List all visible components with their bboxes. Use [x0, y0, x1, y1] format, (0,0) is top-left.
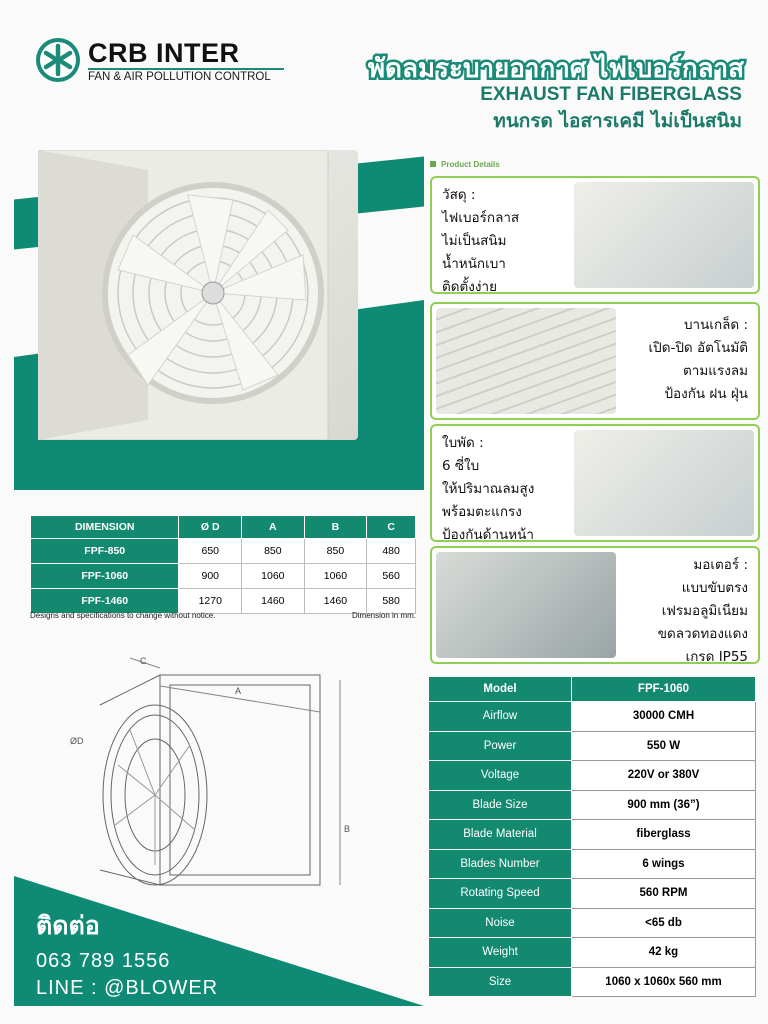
material-text	[442, 184, 519, 294]
dim-cell: 1460	[242, 589, 305, 614]
card-line: ไฟเบอร์กลาส	[442, 210, 520, 226]
card-line: น้ำหนักเบา	[442, 256, 506, 272]
blade-card	[430, 424, 760, 542]
spec-key: Voltage	[429, 761, 572, 791]
card-line: 6 ซี่ใบ	[442, 458, 480, 474]
blade-text	[442, 432, 534, 542]
contact-phone[interactable]: 063 789 1556	[36, 950, 171, 972]
card-line: ให้ปริมาณลมสูง	[442, 481, 535, 497]
table-row	[429, 879, 756, 909]
unit-note: Dimension in mm.	[351, 611, 416, 620]
page-subtitle: ทนกรด ไอสารเคมี ไม่เป็นสนิม	[493, 110, 742, 132]
card-title: มอเตอร์ :	[693, 557, 748, 573]
dim-header: A	[242, 516, 305, 539]
spec-value: fiberglass	[572, 820, 756, 850]
spec-key: Size	[429, 967, 572, 997]
fan-logo-icon	[36, 38, 80, 82]
dimension-note	[30, 611, 416, 620]
table-row	[429, 790, 756, 820]
card-title: ใบพัด :	[442, 435, 484, 451]
spec-value: <65 db	[572, 908, 756, 938]
dimension-table	[30, 515, 416, 614]
dim-model: FPF-850	[31, 539, 179, 564]
dim-cell: 560	[367, 564, 416, 589]
spec-header: FPF-1060	[572, 677, 756, 702]
dim-model: FPF-1460	[31, 589, 179, 614]
dim-cell: 1460	[304, 589, 367, 614]
dim-header: DIMENSION	[31, 516, 179, 539]
card-line: ขดลวดทองแดง	[657, 626, 748, 642]
spec-key: Rotating Speed	[429, 879, 572, 909]
dim-model: FPF-1060	[31, 564, 179, 589]
card-line: เปิด-ปิด อัตโนมัติ	[648, 340, 748, 356]
table-row	[429, 849, 756, 879]
drawing-label-a: A	[235, 686, 242, 696]
shutter-card	[430, 302, 760, 420]
motor-text	[658, 554, 748, 664]
shutter-text	[649, 314, 748, 406]
card-line: ป้องกัน ฝน ฝุ่น	[664, 386, 748, 402]
blade-photo	[574, 430, 754, 536]
card-title: วัสดุ :	[442, 187, 476, 203]
spec-value: 550 W	[572, 731, 756, 761]
spec-header: Model	[429, 677, 572, 702]
card-line: พร้อมตะแกรง	[442, 504, 522, 520]
spec-key: Blades Number	[429, 849, 572, 879]
spec-value: 6 wings	[572, 849, 756, 879]
fan-product-image	[38, 150, 358, 440]
material-photo	[574, 182, 754, 288]
contact-block	[36, 906, 218, 1000]
card-line: แบบขับตรง	[681, 580, 748, 596]
material-card	[430, 176, 760, 294]
spec-key: Blade Material	[429, 820, 572, 850]
card-line: เฟรมอลูมิเนียม	[661, 603, 748, 619]
drawing-label-d: ØD	[70, 736, 84, 746]
table-row	[429, 820, 756, 850]
contact-heading: ติดต่อ	[36, 911, 100, 940]
spec-key: Power	[429, 731, 572, 761]
card-line: ไม่เป็นสนิม	[442, 233, 507, 249]
page-title-english: EXHAUST FAN FIBERGLASS	[480, 84, 742, 105]
contact-line-id[interactable]: LINE : @BLOWER	[36, 977, 219, 999]
dim-header: B	[304, 516, 367, 539]
dim-cell: 480	[367, 539, 416, 564]
motor-photo	[436, 552, 616, 658]
dim-header: Ø D	[179, 516, 242, 539]
spec-value: 560 RPM	[572, 879, 756, 909]
table-row	[429, 702, 756, 732]
card-line: ติดตั้งง่าย	[442, 279, 497, 294]
shutter-photo	[436, 308, 616, 414]
spec-value: 900 mm (36”)	[572, 790, 756, 820]
table-row	[31, 539, 416, 564]
spec-key: Airflow	[429, 702, 572, 732]
spec-value: 1060 x 1060x 560 mm	[572, 967, 756, 997]
table-row	[429, 938, 756, 968]
motor-card	[430, 546, 760, 664]
dim-cell: 580	[367, 589, 416, 614]
brand-logo	[36, 38, 286, 88]
spec-key: Blade Size	[429, 790, 572, 820]
dimension-drawing	[60, 650, 370, 910]
dim-header: C	[367, 516, 416, 539]
table-row	[429, 967, 756, 997]
table-row	[31, 564, 416, 589]
page-title-thai: พัดลมระบายอากาศ ไฟเบอร์กลาส	[367, 54, 744, 84]
spec-table	[428, 676, 756, 997]
dim-cell: 1060	[242, 564, 305, 589]
table-row	[31, 589, 416, 614]
dim-cell: 850	[242, 539, 305, 564]
spec-key: Weight	[429, 938, 572, 968]
product-details-heading: Product Details	[430, 160, 500, 169]
card-line: ตามแรงลม	[683, 363, 748, 379]
card-title: บานเกล็ด :	[683, 317, 748, 333]
table-row	[429, 731, 756, 761]
spec-value: 220V or 380V	[572, 761, 756, 791]
dim-cell: 1270	[179, 589, 242, 614]
spec-value: 42 kg	[572, 938, 756, 968]
dim-cell: 850	[304, 539, 367, 564]
card-line: ป้องกันด้านหน้า	[442, 527, 534, 542]
table-row	[429, 908, 756, 938]
spec-change-note: Designs and specifications to change without notice.	[30, 611, 216, 620]
brand-tagline: FAN & AIR POLLUTION CONTROL	[88, 68, 284, 83]
spec-key: Noise	[429, 908, 572, 938]
drawing-label-b: B	[344, 824, 351, 834]
card-line: เกรด IP55	[685, 649, 748, 664]
spec-value: 30000 CMH	[572, 702, 756, 732]
drawing-label-c: C	[140, 656, 147, 666]
dim-cell: 1060	[304, 564, 367, 589]
table-row	[429, 761, 756, 791]
dim-cell: 650	[179, 539, 242, 564]
spec-header-row	[429, 677, 756, 702]
brand-name: CRB INTER	[88, 38, 240, 68]
dim-cell: 900	[179, 564, 242, 589]
